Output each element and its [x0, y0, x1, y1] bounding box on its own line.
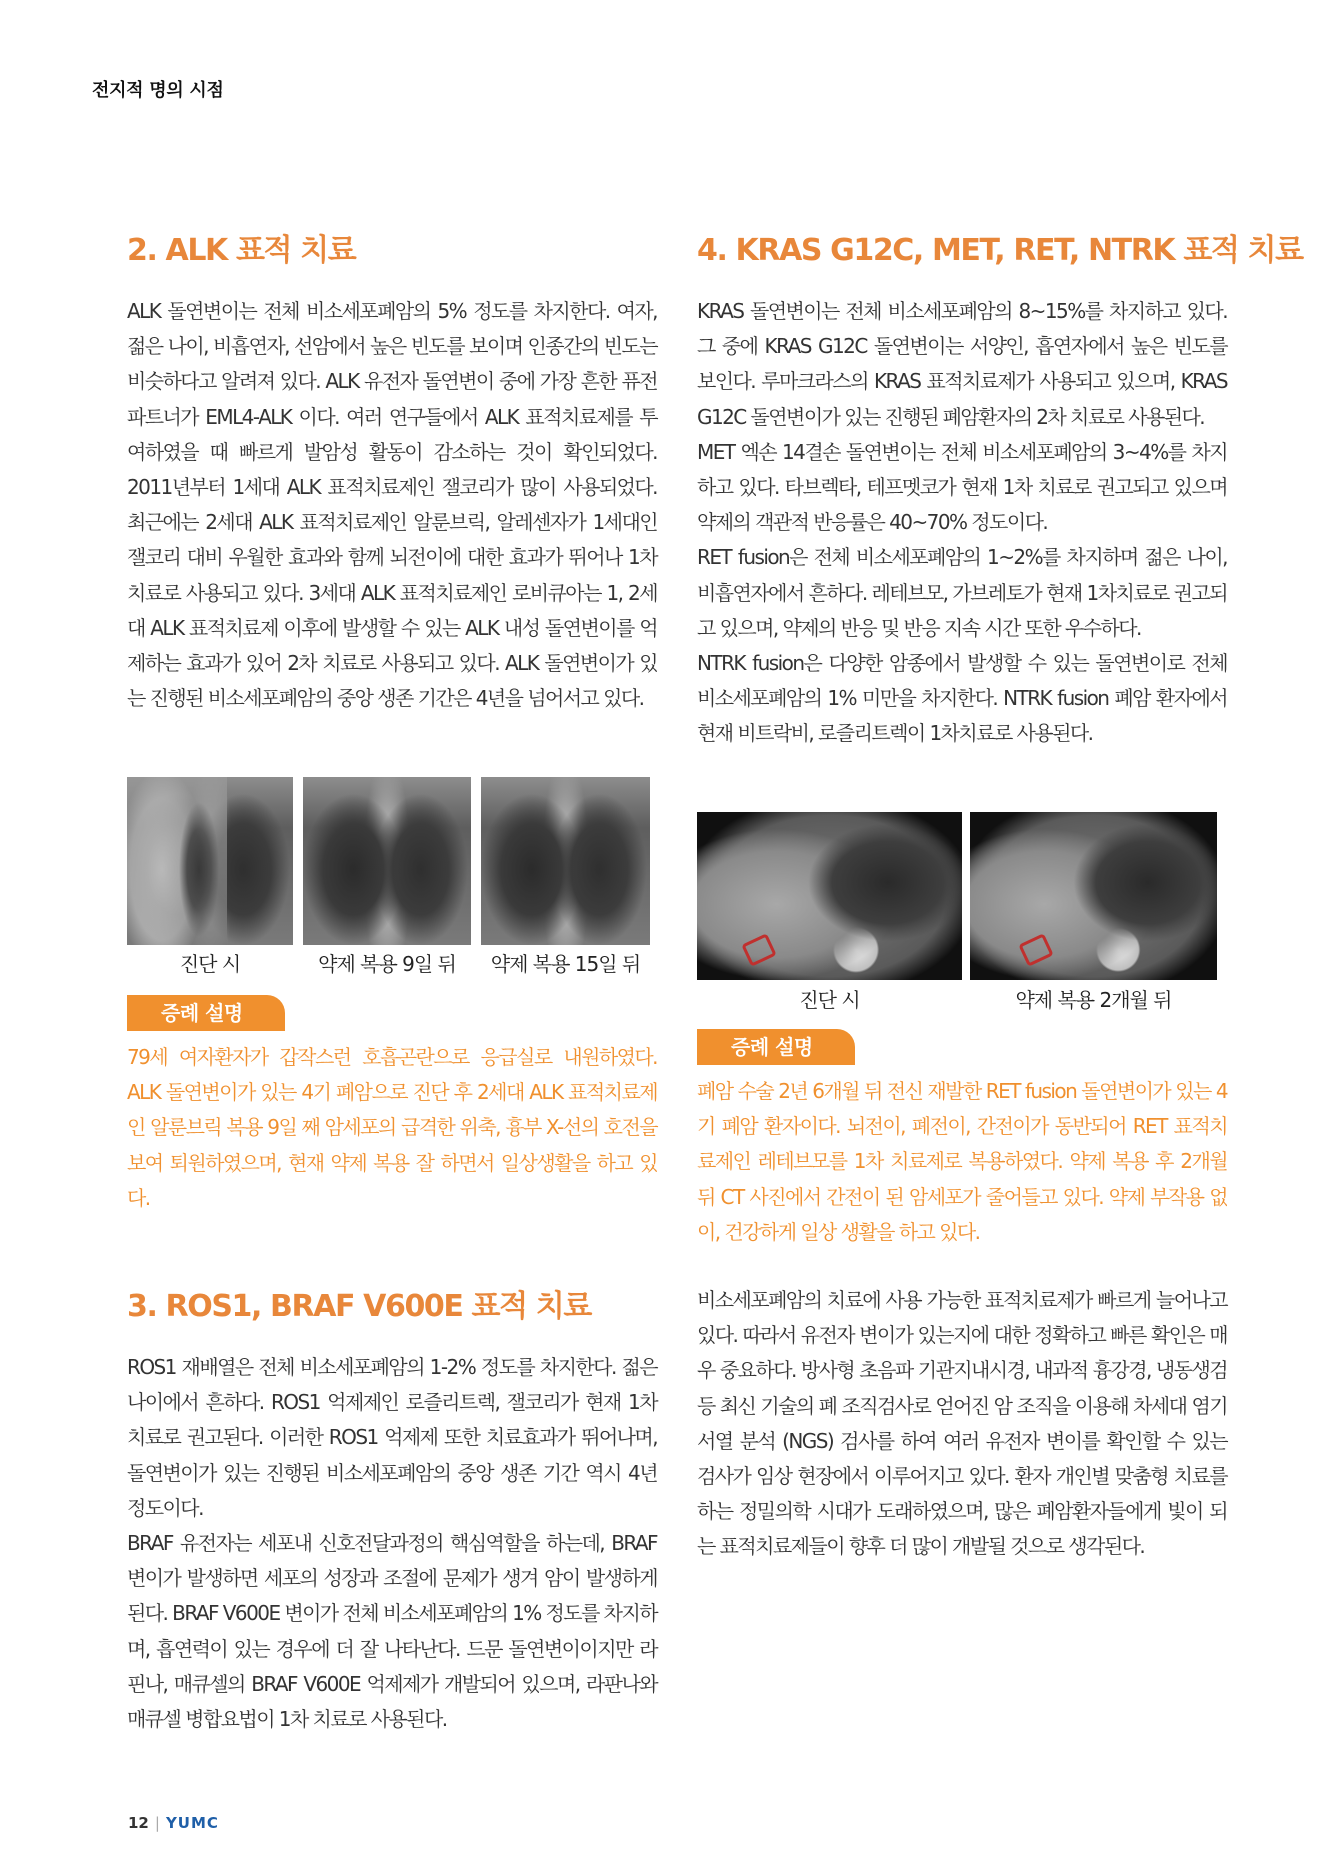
ret-case-badge: 증례 설명 — [697, 1029, 855, 1065]
braf-paragraph: BRAF 유전자는 세포내 신호전달과정의 핵심역할을 하는데, BRAF 변이가 발생하면 세포의 성장과 조절에 문제가 생겨 암이 발생하게 된다. BRAF V600E 변이가 전체 비소세포폐암의 1% 정도를 차지하며, 흡연력이 있는 경우에 더 잘 나타난다. 드문 돌연변이이지만 라핀나, 매큐셀의 BRAF V600E 억제제가 개발되어 있으며, 라판나와 매큐셀 병합요법이 1차 치료로 사용된다. — [127, 1531, 657, 1732]
ros1-heading: 3. ROS1, BRAF V600E 표적 치료 — [127, 1289, 591, 1324]
lesion-marker-icon — [741, 933, 777, 967]
ros1-paragraph: ROS1 재배열은 전체 비소세포폐암의 1-2% 정도를 차지한다. 젊은 나이에서 흔하다. ROS1 억제제인 로즐리트렉, 잴코리가 현재 1차 치료로 권고된다. 이러한 ROS1 억제제 또한 치료효과가 뛰어나며, 돌연변이가 있는 진행된 비소세포폐암의 중앙 생존 기간 역시 4년 정도이다. — [127, 1355, 657, 1520]
xray-caption-day15: 약제 복용 15일 뒤 — [490, 952, 641, 976]
alk-case-text: 79세 여자환자가 갑작스런 호흡곤란으로 응급실로 내원하였다. ALK 돌연변이가 있는 4기 폐암으로 진단 후 2세대 ALK 표적치료제인 알룬브릭 복용 9일 째 암세포의 급격한 위축, 흉부 X-선의 호전을 보여 퇴원하였으며, 현재 약제 복용 잘 하면서 일상생활을 하고 있다. — [127, 1045, 657, 1210]
page-number: 12 — [128, 1814, 149, 1832]
ros1-section — [127, 1288, 657, 1737]
xray-image-day15 — [481, 777, 650, 945]
xray-opacity-overlay — [127, 777, 227, 945]
ct-image-2months — [970, 812, 1217, 980]
ct-image-diagnosis — [697, 812, 962, 980]
running-header: 전지적 명의 시점 — [92, 80, 224, 101]
alk-paragraph: ALK 돌연변이는 전체 비소세포폐암의 5% 정도를 차지한다. 여자, 젊은 나이, 비흡연자, 선암에서 높은 빈도를 보이며 인종간의 빈도는 비슷하다고 알려져 있다. ALK 유전자 돌연변이 중에 가장 흔한 퓨전 파트너가 EML4-ALK 이다. 여러 연구들에서 ALK 표적치료제를 투여하였을 때 빠르게 발암성 활동이 감소하는 것이 확인되었다. 2011년부터 1세대 ALK 표적치료제인 잴코리가 많이 사용되었다. 최근에는 2세대 ALK 표적치료제인 알룬브릭, 알레센자가 1세대인 잴코리 대비 우월한 효과와 함께 뇌전이에 대한 효과가 뛰어나 1차 치료로 사용되고 있다. 3세대 ALK 표적치료제인 로비큐아는 1, 2세대 ALK 표적치료제 이후에 발생할 수 있는 ALK 내성 돌연변이를 억제하는 효과가 있어 2차 치료로 사용되고 있다. ALK 돌연변이가 있는 진행된 비소세포폐암의 중앙 생존 기간은 4년을 넘어서고 있다. — [127, 299, 657, 711]
kras-paragraph: KRAS 돌연변이는 전체 비소세포폐암의 8~15%를 차지하고 있다. 그 중에 KRAS G12C 돌연변이는 서양인, 흡연자에서 높은 빈도를 보인다. 루마크라스의 KRAS 표적치료제가 사용되고 있으며, KRAS G12C 돌연변이가 있는 진행된 폐암환자의 2차 치료로 사용된다. — [697, 299, 1227, 429]
xray-caption-diagnosis: 진단 시 — [179, 952, 241, 976]
conclusion-paragraph: 비소세포폐암의 치료에 사용 가능한 표적치료제가 빠르게 늘어나고 있다. 따라서 유전자 변이가 있는지에 대한 정확하고 빠른 확인은 매우 중요하다. 방사형 초음파 기관지내시경, 내과적 흉강경, 냉동생검 등 최신 기술의 폐 조직검사로 얻어진 암 조직을 이용해 차세대 염기서열 분석 (NGS) 검사를 하여 여러 유전자 변이를 확인할 수 있는 검사가 임상 현장에서 이루어지고 있다. 환자 개인별 맞춤형 치료를 하는 정밀의학 시대가 도래하였으며, 많은 폐암환자들에게 빛이 되는 표적치료제들이 향후 더 많이 개발될 것으로 생각된다. — [697, 1288, 1227, 1559]
yumc-logo: YUMC — [165, 1814, 219, 1832]
alk-heading: 2. ALK 표적 치료 — [127, 233, 356, 268]
alk-case — [127, 995, 657, 1216]
alk-case-badge: 증례 설명 — [127, 995, 285, 1031]
ct-caption-2months: 약제 복용 2개월 뒤 — [1015, 988, 1172, 1012]
kras-section — [697, 232, 1303, 752]
ret-case — [697, 1029, 1227, 1250]
page-footer — [128, 1814, 219, 1832]
kras-heading: 4. KRAS G12C, MET, RET, NTRK 표적 치료 — [697, 233, 1303, 268]
ntrk-paragraph: NTRK fusion은 다양한 암종에서 발생할 수 있는 돌연변이로 전체 비소세포폐암의 1% 미만을 차지한다. NTRK fusion 폐암 환자에서 현재 비트락비, 로즐리트렉이 1차치료로 사용된다. — [697, 651, 1227, 746]
lesion-marker-icon — [1018, 933, 1054, 967]
xray-caption-day9: 약제 복용 9일 뒤 — [318, 952, 456, 976]
footer-separator: | — [154, 1814, 160, 1832]
xray-image-day9 — [303, 777, 471, 945]
conclusion-section — [697, 1283, 1227, 1565]
ret-paragraph: RET fusion은 전체 비소세포폐암의 1~2%를 차지하며 젊은 나이, 비흡연자에서 흔하다. 레테브모, 가브레토가 현재 1차치료로 권고되고 있으며, 약제의 반응 및 반응 지속 시간 또한 우수하다. — [697, 545, 1227, 640]
ret-case-text: 폐암 수술 2년 6개월 뒤 전신 재발한 RET fusion 돌연변이가 있는 4기 폐암 환자이다. 뇌전이, 폐전이, 간전이가 동반되어 RET 표적치료제인 레테브모를 1차 치료제로 복용하였다. 약제 복용 후 2개월 뒤 CT 사진에서 간전이 된 암세포가 줄어들고 있다. 약제 부작용 없이, 건강하게 일상 생활을 하고 있다. — [697, 1079, 1227, 1244]
alk-section — [127, 232, 657, 716]
met-paragraph: MET 엑손 14결손 돌연변이는 전체 비소세포폐암의 3~4%를 차지하고 있다. 타브렉타, 테프멧코가 현재 1차 치료로 권고되고 있으며 약제의 객관적 반응률은 40~70% 정도이다. — [697, 439, 1227, 535]
ct-caption-diagnosis: 진단 시 — [799, 988, 860, 1012]
